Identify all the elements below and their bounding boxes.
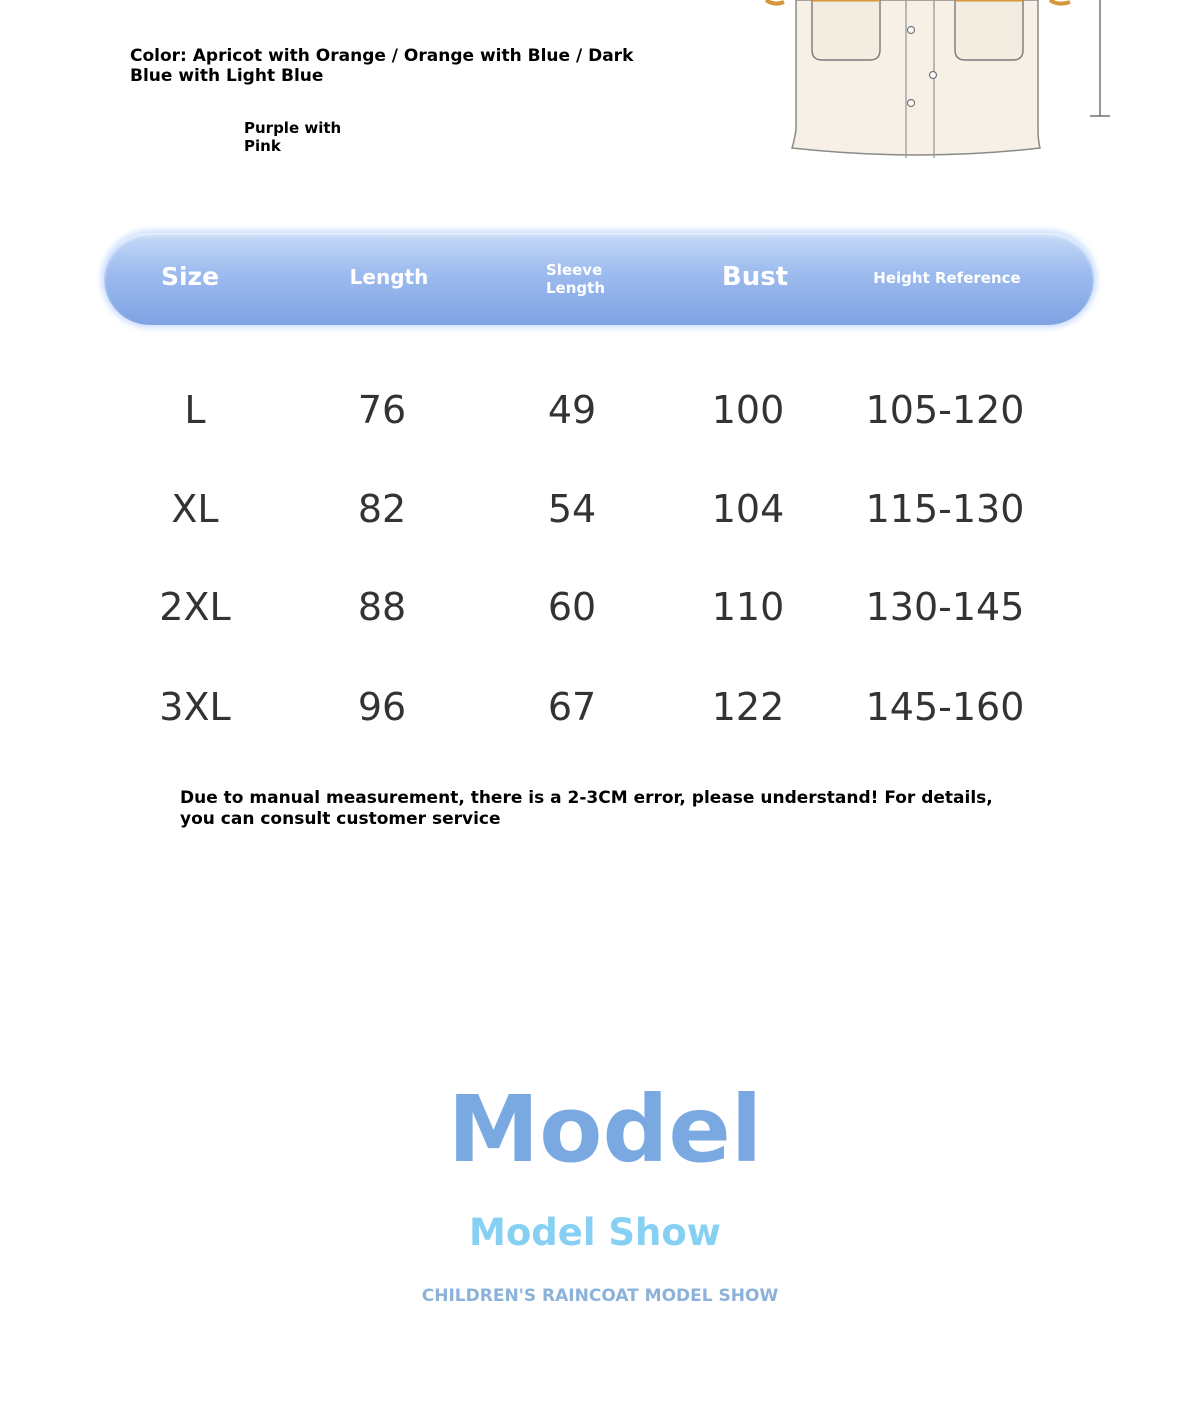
cell-length: 96 [357,685,407,729]
cell-height: 105-120 [865,388,1025,432]
color-option-purple-pink: Purple with Pink [244,119,342,155]
table-row [0,380,1200,440]
cell-length: 82 [357,487,407,531]
table-row [0,479,1200,539]
cell-height: 145-160 [865,685,1025,729]
raincoat-illustration-icon [760,0,1120,170]
cell-size: 2XL [159,585,231,629]
cell-height: 115-130 [865,487,1025,531]
cell-sleeve: 54 [547,487,597,531]
cell-size: XL [171,487,219,531]
model-title: Model [447,1076,763,1183]
cell-size: 3XL [159,685,231,729]
cell-sleeve: 67 [547,685,597,729]
cell-bust: 100 [711,388,785,432]
header-height-reference: Height Reference [873,269,1021,287]
table-row [0,677,1200,737]
cell-height: 130-145 [865,585,1025,629]
cell-length: 88 [357,585,407,629]
header-bust: Bust [721,262,789,292]
cell-bust: 122 [711,685,785,729]
measurement-note: Due to manual measurement, there is a 2-3CM error, please understand! For details, you can consult customer service [180,788,993,829]
cell-bust: 110 [711,585,785,629]
header-length: Length [349,265,429,289]
model-caption: CHILDREN'S RAINCOAT MODEL SHOW [421,1286,779,1306]
cell-sleeve: 60 [547,585,597,629]
cell-bust: 104 [711,487,785,531]
cell-length: 76 [357,388,407,432]
header-size: Size [160,262,220,291]
header-sleeve-length: Sleeve Length [546,261,605,297]
color-options-text: Color: Apricot with Orange / Orange with Blue / Dark Blue with Light Blue [130,46,634,86]
table-row [0,577,1200,637]
cell-sleeve: 49 [547,388,597,432]
cell-size: L [184,388,206,432]
model-subtitle: Model Show [469,1211,721,1254]
